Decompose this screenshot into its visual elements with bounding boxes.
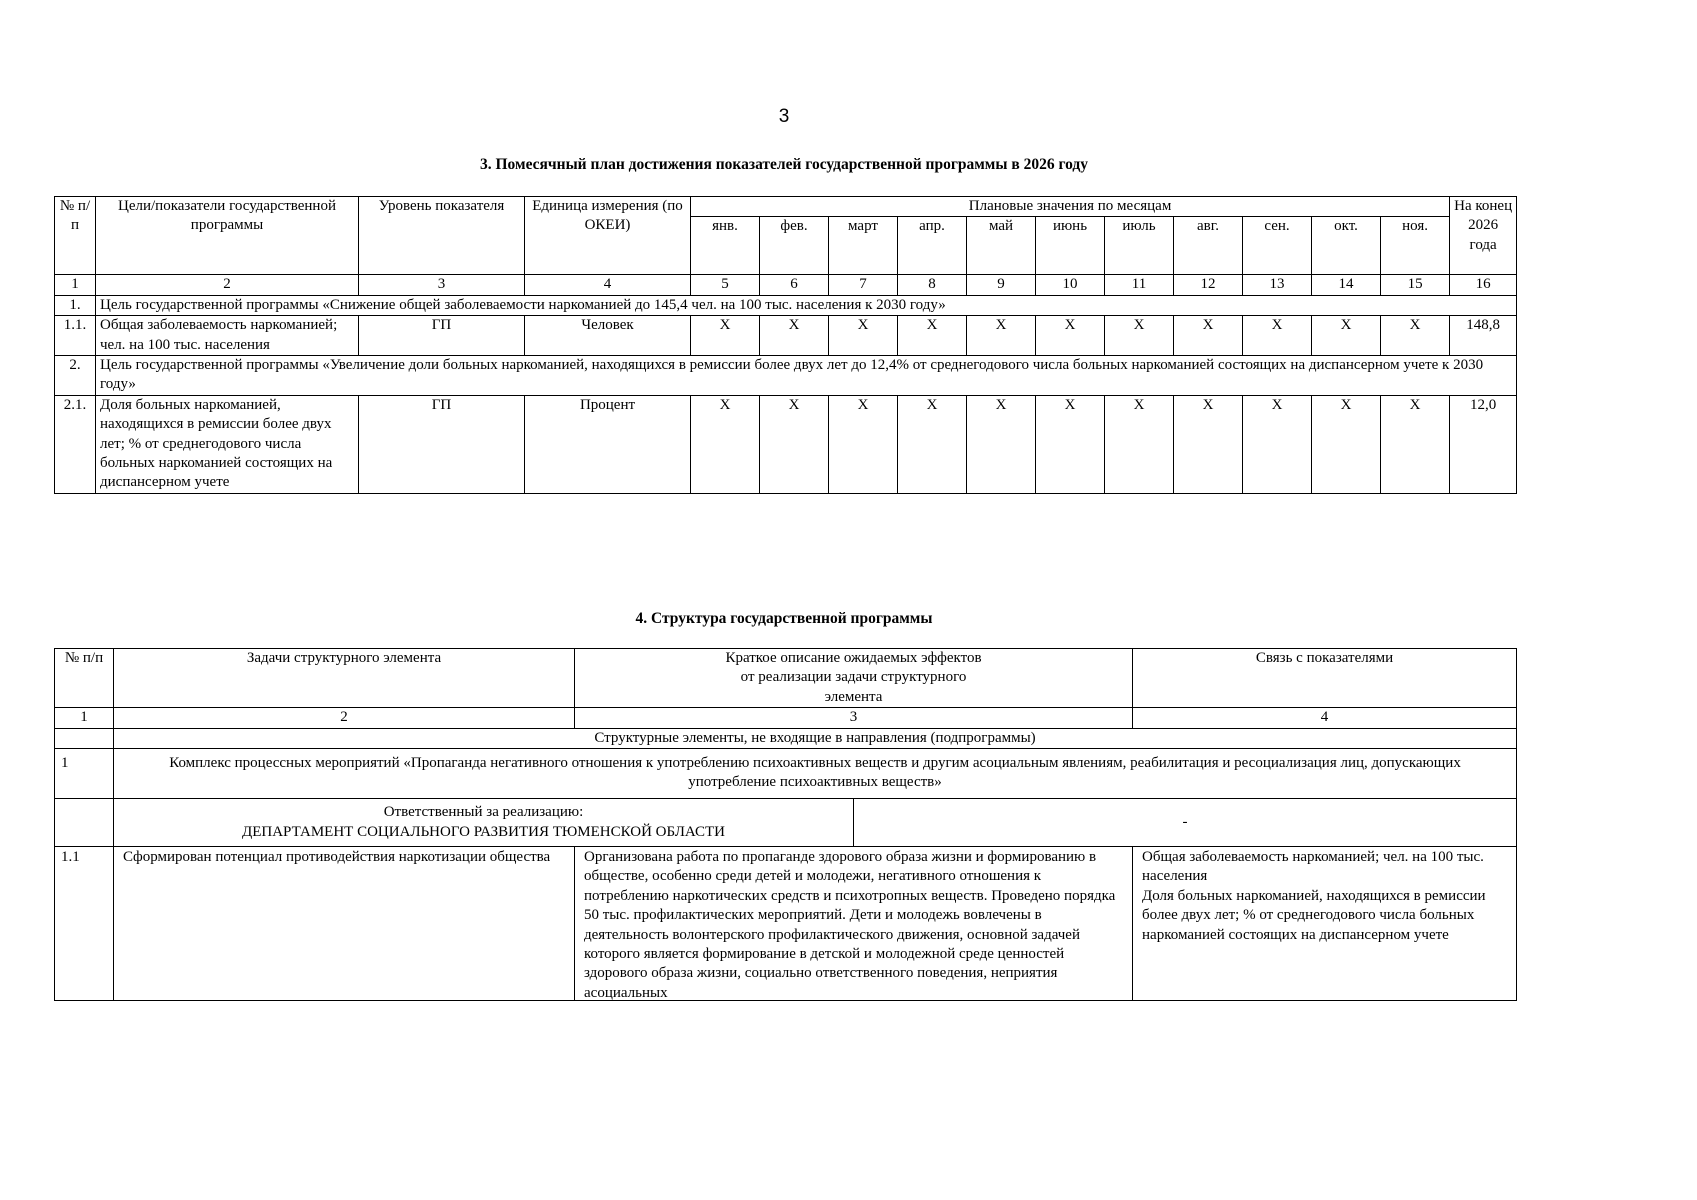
program-structure-table — [54, 648, 1517, 1001]
month-value: X — [1312, 316, 1381, 356]
indicator-num: 1.1. — [55, 316, 96, 356]
month-header: ноя. — [1381, 217, 1450, 275]
header-goals: Цели/показатели государственной программы — [96, 197, 359, 275]
month-header: июль — [1105, 217, 1174, 275]
complex-title: Комплекс процессных мероприятий «Пропаганда негативного отношения к употреблению психоактивных веществ и другим асоциальным явлениям, реабилитация и ресоциализация лиц, допускающих употребление психоактивных веществ» — [114, 749, 1517, 799]
month-value: X — [829, 316, 898, 356]
header-num: № п/п — [55, 197, 96, 275]
column-number: 4 — [525, 275, 691, 295]
goal-text: Цель государственной программы «Увеличение доли больных наркоманией, находящихся в ремиссии более двух лет до 12,4% от среднегодового числа больных наркоманией состоящих на диспансерном учете к 2030 году» — [96, 356, 1517, 396]
month-value: X — [1105, 395, 1174, 493]
responsible-dash: - — [854, 799, 1517, 847]
column-number: 5 — [691, 275, 760, 295]
indicator-unit: Человек — [525, 316, 691, 356]
column-number: 12 — [1174, 275, 1243, 295]
header-unit: Единица измерения (по ОКЕИ) — [525, 197, 691, 275]
column-number: 4 — [1133, 708, 1517, 728]
month-value: X — [1381, 316, 1450, 356]
column-number: 14 — [1312, 275, 1381, 295]
indicator-unit: Процент — [525, 395, 691, 493]
goal-num: 2. — [55, 356, 96, 396]
month-header: сен. — [1243, 217, 1312, 275]
month-value: X — [760, 316, 829, 356]
responsible-label: Ответственный за реализацию: — [383, 804, 584, 821]
column-number-row — [55, 275, 1517, 295]
page-number: 3 — [778, 106, 790, 127]
month-value: X — [1312, 395, 1381, 493]
column-number: 6 — [760, 275, 829, 295]
task-description-text: Организована работа по пропаганде здорового образа жизни и формированию в обществе, особенно среди детей и молодежи, негативного отношения к потреблению наркотических средств и психотропных веществ. Проведено порядка 50 тыс. профилактических мероприятий. Дети и молодежь вовлечены в деятельность волонтерского профилактического движения, основной задачей которого является формирование в детской и молодежной среде ценностей здорового образа жизни, социально ответственного поведения, неприятия асоциальных — [584, 849, 1116, 1001]
month-value: X — [1174, 395, 1243, 493]
empty-cell — [55, 799, 114, 847]
month-header: июнь — [1036, 217, 1105, 275]
task-links — [1133, 847, 1517, 1001]
month-header: авг. — [1174, 217, 1243, 275]
header-description: Краткое описание ожидаемых эффектов от реализации задачи структурного элемента — [575, 649, 1133, 708]
header-tasks: Задачи структурного элемента — [114, 649, 575, 708]
indicator-row — [55, 395, 1517, 493]
task-num: 1.1 — [55, 847, 114, 1001]
month-header: май — [967, 217, 1036, 275]
column-number: 11 — [1105, 275, 1174, 295]
task-text: Сформирован потенциал противодействия наркотизации общества — [114, 847, 575, 1001]
column-number: 16 — [1450, 275, 1517, 295]
month-value: X — [1036, 316, 1105, 356]
complex-num: 1 — [55, 749, 114, 799]
year-end-value: 148,8 — [1450, 316, 1517, 356]
goal-row — [55, 356, 1517, 396]
month-value: X — [691, 316, 760, 356]
column-number: 8 — [898, 275, 967, 295]
responsible-cell — [114, 799, 854, 847]
monthly-plan-table — [54, 196, 1517, 494]
indicator-num: 2.1. — [55, 395, 96, 493]
month-header: апр. — [898, 217, 967, 275]
month-value: X — [967, 316, 1036, 356]
indicator-name: Доля больных наркоманией, находящихся в ремиссии более двух лет; % от среднегодового числа больных наркоманией состоящих на диспансерном учете — [96, 395, 359, 493]
header-link: Связь с показателями — [1133, 649, 1517, 708]
month-value: X — [1243, 316, 1312, 356]
month-value: X — [898, 395, 967, 493]
goal-num: 1. — [55, 295, 96, 315]
column-number: 10 — [1036, 275, 1105, 295]
goal-text: Цель государственной программы «Снижение общей заболеваемости наркоманией до 145,4 чел. на 100 тыс. населения к 2030 году» — [96, 295, 1517, 315]
column-number: 2 — [96, 275, 359, 295]
section-3-title: 3. Помесячный план достижения показателей государственной программы в 2026 году — [480, 156, 1088, 173]
month-value: X — [1243, 395, 1312, 493]
goal-row — [55, 295, 1517, 315]
month-value: X — [898, 316, 967, 356]
month-value: X — [1036, 395, 1105, 493]
column-number: 7 — [829, 275, 898, 295]
indicator-name: Общая заболеваемость наркоманией; чел. на 100 тыс. населения — [96, 316, 359, 356]
month-value: X — [760, 395, 829, 493]
column-number-row — [55, 708, 1517, 728]
month-value: X — [1105, 316, 1174, 356]
column-number: 3 — [359, 275, 525, 295]
header-year-end: На конец 2026 года — [1450, 197, 1517, 275]
indicator-level: ГП — [359, 316, 525, 356]
header-level: Уровень показателя — [359, 197, 525, 275]
month-value: X — [829, 395, 898, 493]
month-value: X — [967, 395, 1036, 493]
month-value: X — [1381, 395, 1450, 493]
responsible-name: ДЕПАРТАМЕНТ СОЦИАЛЬНОГО РАЗВИТИЯ ТЮМЕНСКОЙ ОБЛАСТИ — [241, 823, 726, 840]
indicator-level: ГП — [359, 395, 525, 493]
column-number: 2 — [114, 708, 575, 728]
column-number: 1 — [55, 275, 96, 295]
month-value: X — [691, 395, 760, 493]
header-monthly: Плановые значения по месяцам — [691, 197, 1450, 217]
linked-indicator: Доля больных наркоманией, находящихся в ремиссии более двух лет; % от среднегодового числа больных наркоманией состоящих на диспансерном учете — [1142, 887, 1486, 943]
section-4-title: 4. Структура государственной программы — [635, 610, 933, 627]
column-number: 3 — [575, 708, 1133, 728]
column-number: 9 — [967, 275, 1036, 295]
column-number: 1 — [55, 708, 114, 728]
month-header: март — [829, 217, 898, 275]
indicator-row — [55, 316, 1517, 356]
column-number: 15 — [1381, 275, 1450, 295]
empty-cell — [55, 728, 114, 748]
month-header: окт. — [1312, 217, 1381, 275]
month-header: фев. — [760, 217, 829, 275]
header-num: № п/п — [55, 649, 114, 708]
column-number: 13 — [1243, 275, 1312, 295]
linked-indicator: Общая заболеваемость наркоманией; чел. на 100 тыс. населения — [1142, 849, 1484, 885]
month-header: янв. — [691, 217, 760, 275]
month-value: X — [1174, 316, 1243, 356]
task-description — [575, 847, 1133, 1001]
year-end-value: 12,0 — [1450, 395, 1517, 493]
group-label: Структурные элементы, не входящие в направления (подпрограммы) — [114, 728, 1517, 748]
